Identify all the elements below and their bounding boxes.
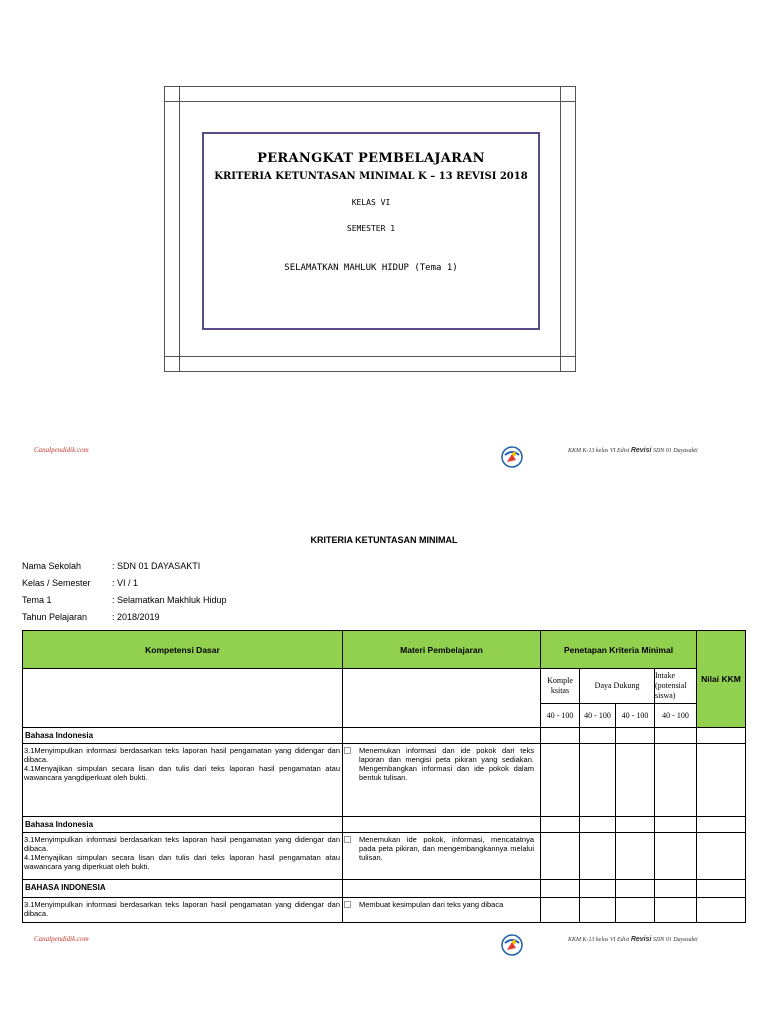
bullet-box-icon xyxy=(344,901,351,908)
cover-title: PERANGKAT PEMBELAJARAN xyxy=(257,151,485,166)
kd-item: 4.1Menyajikan simpulan secara lisan dan tulis dari teks laporan hasil pengamatan atau wawancara yangdiperkuat oleh bukti. xyxy=(24,764,340,782)
footer-site-link[interactable]: Canalpendidik.com xyxy=(34,446,89,454)
cover-subtitle: KRITERIA KETUNTASAN MINIMAL K – 13 REVISI 2018 xyxy=(214,171,528,182)
info-row: Kelas / Semester : VI / 1 xyxy=(22,578,139,588)
mp-cell: Membuat kesimpulan dari teks yang dibaca xyxy=(343,898,541,923)
footer-right-text: KKM K-13 kelas VI Edisi Revisi SDN 01 Dayasakti xyxy=(568,447,698,454)
kd-cell xyxy=(23,744,343,817)
subject-row: BAHASA INDONESIA xyxy=(23,880,343,898)
header-penetapan: Penetapan Kriteria Minimal xyxy=(541,631,697,669)
mp-cell: Menemukan ide pokok, informasi, mencatatnya pada peta pikiran, dan mengembangkannya melalui tulisan. xyxy=(343,833,541,880)
header-intake: Intake (potensial siswa) xyxy=(655,669,697,704)
kd-item: 3.1Menyimpulkan informasi berdasarkan teks laporan hasil pengamatan yang didengar dan dibaca. xyxy=(24,900,340,918)
kd-cell xyxy=(23,898,343,923)
document-title: KRITERIA KETUNTASAN MINIMAL xyxy=(310,535,458,545)
kd-cell xyxy=(23,833,343,880)
info-row: Tahun Pelajaran : 2018/2019 xyxy=(22,612,160,622)
info-row: Nama Sekolah : SDN 01 DAYASAKTI xyxy=(22,561,201,571)
header-nilai-kkm: Nilai KKM xyxy=(697,631,746,728)
header-kompleksitas: Komple ksitas xyxy=(541,669,580,704)
range-cell: 40 - 100 xyxy=(580,704,616,728)
cover-theme: SELAMATKAN MAHLUK HIDUP (Tema 1) xyxy=(284,263,458,273)
subject-row: Bahasa Indonesia xyxy=(23,728,343,744)
footer-site-link[interactable]: Canalpendidik.com xyxy=(34,935,89,943)
school-logo-icon xyxy=(501,446,523,468)
cover-semester: SEMESTER 1 xyxy=(346,224,396,233)
kkm-table xyxy=(22,630,746,923)
info-row: Tema 1 : Selamatkan Makhluk Hidup xyxy=(22,595,227,605)
kd-item: 3.1Menyimpulkan informasi berdasarkan teks laporan hasil pengamatan yang didengar dan dibaca. xyxy=(24,835,340,853)
kd-item: 4.1Menyajikan simpulan secara lisan dan tulis dari teks laporan hasil pengamatan atau wawancara yang diperkuat oleh bukti. xyxy=(24,853,340,871)
range-cell: 40 - 100 xyxy=(541,704,580,728)
school-logo-icon xyxy=(501,934,523,956)
bullet-box-icon xyxy=(344,836,351,843)
header-daya-dukung: Daya Dukung xyxy=(580,669,655,704)
mp-cell: Menemukan informasi dan ide pokok dari teks laporan dan mengisi peta pikiran yang sediakan. Mengembangkan informasi dan ide pokok dalam bentuk tulisan. xyxy=(343,744,541,817)
kd-item: 3.1Menyimpulkan informasi berdasarkan teks laporan hasil pengamatan yang didengar dan dibaca. xyxy=(24,746,340,764)
header-materi-pembelajaran: Materi Pembelajaran xyxy=(343,631,541,669)
bullet-box-icon xyxy=(344,747,351,754)
footer-right-text: KKM K-13 kelas VI Edisi Revisi SDN 01 Dayasakti xyxy=(568,936,698,943)
header-blank-mp xyxy=(343,669,541,728)
subject-row: Bahasa Indonesia xyxy=(23,817,343,833)
cover-kelas: KELAS VI xyxy=(351,198,391,207)
header-blank-kd xyxy=(23,669,343,728)
header-kompetensi-dasar: Kompetensi Dasar xyxy=(23,631,343,669)
range-cell: 40 - 100 xyxy=(655,704,697,728)
range-cell: 40 - 100 xyxy=(616,704,655,728)
